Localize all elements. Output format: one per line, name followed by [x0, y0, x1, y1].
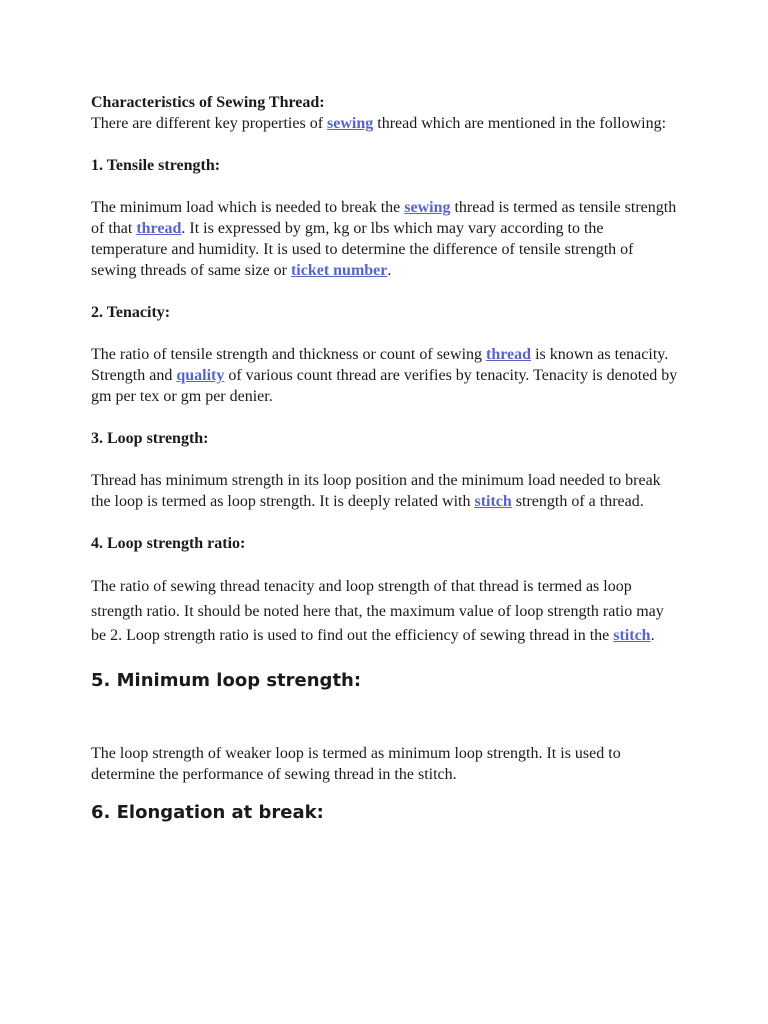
- paragraph-text: thread is termed as tensile strength of that: [91, 199, 677, 237]
- paragraph-text: of various count thread are verifies by tenacity. Tenacity is denoted by gm per tex or gm per denier.: [91, 367, 678, 405]
- paragraph-text: The minimum load which is needed to break the: [91, 199, 405, 216]
- link-thread[interactable]: thread: [136, 220, 182, 237]
- section-heading-tenacity: 2. Tenacity:: [91, 304, 171, 321]
- intro-paragraph: [91, 113, 678, 134]
- paragraph-text: .: [387, 262, 392, 279]
- document-title: Characteristics of Sewing Thread:: [91, 94, 325, 111]
- link-sewing[interactable]: sewing: [327, 115, 374, 132]
- paragraph-text: Thread has minimum strength in its loop position and the minimum load needed to break the loop is termed as loop strength. It is deeply related with: [91, 472, 661, 510]
- section-heading-tensile-strength: 1. Tensile strength:: [91, 157, 221, 174]
- link-ticket-number[interactable]: ticket number: [290, 262, 388, 279]
- paragraph-text: .: [650, 627, 655, 644]
- link-quality[interactable]: quality: [176, 367, 225, 384]
- paragraph-text: The ratio of tensile strength and thickness or count of sewing: [91, 346, 487, 363]
- section-heading-loop-strength-ratio: 4. Loop strength ratio:: [91, 535, 246, 552]
- paragraph-text: . It is expressed by gm, kg or lbs which may vary according to the temperature and humidity. It is used to determine the difference of tensile strength of sewing threads of same size or: [91, 220, 634, 279]
- paragraph-text: The ratio of sewing thread tenacity and loop strength of that thread is termed as loop strength ratio. It should be noted here that, the maximum value of loop strength ratio may be 2. Loop strength ratio is used to find out the efficiency of sewing thread in the: [91, 578, 664, 644]
- link-thread[interactable]: thread: [486, 346, 532, 363]
- link-sewing[interactable]: sewing: [404, 199, 451, 216]
- link-stitch[interactable]: stitch: [474, 493, 512, 510]
- intro-text-2: thread which are mentioned in the following:: [373, 115, 667, 132]
- section-heading-elongation-at-break: 6. Elongation at break:: [91, 801, 324, 823]
- section-heading-loop-strength: 3. Loop strength:: [91, 430, 209, 447]
- paragraph-text: strength of a thread.: [511, 493, 644, 510]
- section-paragraph-tenacity: [91, 344, 678, 407]
- intro-text-1: There are different key properties of: [91, 115, 328, 132]
- paragraph-text: is known as tenacity. Strength and: [91, 346, 669, 384]
- section-paragraph-loop-strength-ratio: [91, 575, 678, 649]
- document-page: [91, 92, 678, 825]
- section-heading-minimum-loop-strength: 5. Minimum loop strength:: [91, 669, 362, 691]
- section-paragraph-loop-strength: [91, 470, 678, 512]
- link-stitch[interactable]: stitch: [613, 627, 651, 644]
- section-paragraph-tensile-strength: [91, 197, 678, 281]
- section-paragraph-minimum-loop-strength: The loop strength of weaker loop is termed as minimum loop strength. It is used to determine the performance of sewing thread in the stitch.: [91, 744, 621, 783]
